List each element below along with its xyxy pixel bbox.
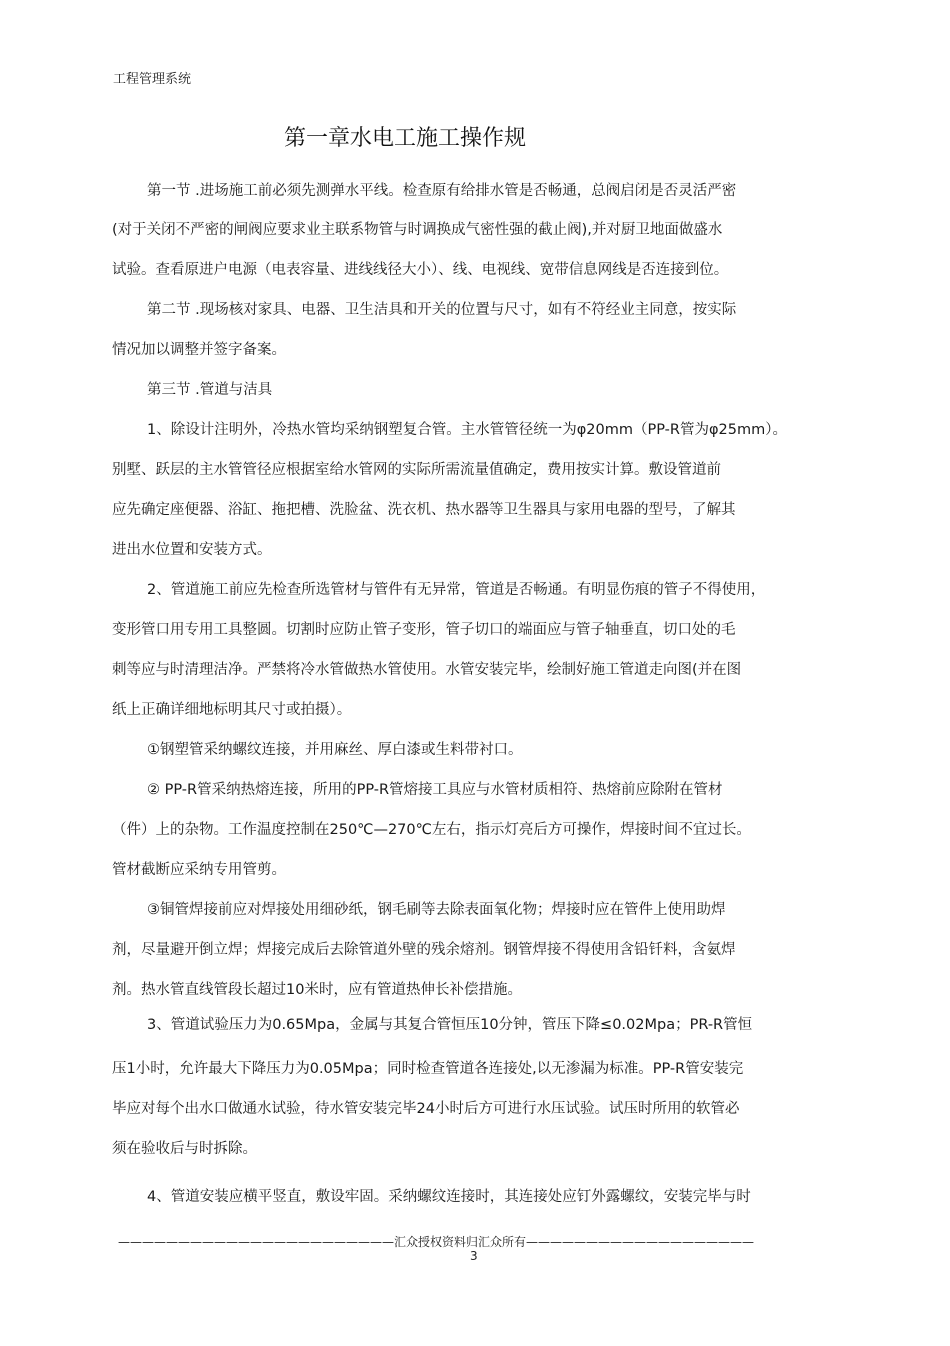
paragraph-line: 剂。热水管直线管段长超过10米时，应有管道热伸长补偿措施。 xyxy=(112,982,522,998)
page-number: 3 xyxy=(470,1249,478,1263)
paragraph-line: ② PP-R管采纳热熔连接，所用的PP-R管熔接工具应与水管材质相符、热熔前应除附在管材 xyxy=(147,782,723,798)
paragraph-line: 1、除设计注明外，冷热水管均采纳钢塑复合管。主水管管径统一为φ20mm（PP-R管为φ25mm）。 xyxy=(147,422,787,438)
paragraph-line: 剂，尽量避开倒立焊；焊接完成后去除管道外壁的残余熔剂。钢管焊接不得使用含铅钎料，含氨焊 xyxy=(112,942,736,958)
paragraph-line: 情况加以调整并签字备案。 xyxy=(112,342,286,358)
paragraph-line: 第二节 .现场核对家具、电器、卫生洁具和开关的位置与尺寸，如有不符经业主同意，按实际 xyxy=(147,302,737,318)
chapter-title: 第一章水电工施工操作规 xyxy=(283,126,526,151)
paragraph-line: 3、管道试验压力为0.65Mpa，金属与其复合管恒压10分钟，管压下降≤0.02Mpa；PR-R管恒 xyxy=(147,1017,753,1033)
paragraph-line: 纸上正确详细地标明其尺寸或拍摄）。 xyxy=(112,702,352,718)
paragraph-line: ①钢塑管采纳螺纹连接，并用麻丝、厚白漆或生料带衬口。 xyxy=(147,742,523,758)
paragraph-line: 管材截断应采纳专用管剪。 xyxy=(112,862,286,878)
paragraph-line: ③铜管焊接前应对焊接处用细砂纸，钢毛刷等去除表面氧化物；焊接时应在管件上使用助焊 xyxy=(147,902,726,918)
paragraph-line: 试验。查看原进户电源（电表容量、进线线径大小）、线、电视线、宽带信息网线是否连接到位。 xyxy=(112,262,729,278)
paragraph-line: 别墅、跃层的主水管管径应根据室给水管网的实际所需流量值确定，费用按实计算。敷设管道前 xyxy=(112,462,721,478)
paragraph-line: （件）上的杂物。工作温度控制在250℃—270℃左右，指示灯亮后方可操作，焊接时间不宜过长。 xyxy=(112,822,751,838)
paragraph-line: 进出水位置和安装方式。 xyxy=(112,542,272,558)
paragraph-line: 压1小时，允许最大下降压力为0.05Mpa；同时检查管道各连接处,以无渗漏为标准。PP-R管安装完 xyxy=(112,1061,744,1077)
paragraph-line: 应先确定座便器、浴缸、拖把槽、洗脸盆、洗衣机、热水器等卫生器具与家用电器的型号，了解其 xyxy=(112,502,736,518)
paragraph-line: 4、管道安装应横平竖直，敷设牢固。采纳螺纹连接时，其连接处应钉外露螺纹，安装完毕与时 xyxy=(147,1189,751,1205)
paragraph-line: 毕应对每个出水口做通水试验，待水管安装完毕24小时后方可进行水压试验。试压时所用的软管必 xyxy=(112,1101,740,1117)
page-footer: ———————————————————————汇众授权资料归汇众所有——————————————————— xyxy=(118,1235,755,1249)
running-header: 工程管理系统 xyxy=(113,72,192,87)
paragraph-line: 须在验收后与时拆除。 xyxy=(112,1141,257,1157)
paragraph-line: 2、管道施工前应先检查所选管材与管件有无异常，管道是否畅通。有明显伤痕的管子不得使用， xyxy=(147,582,766,598)
paragraph-line: (对于关闭不严密的闸阀应要求业主联系物管与时调换成气密性强的截止阀),并对厨卫地面做盛水 xyxy=(112,222,723,238)
paragraph-line: 刺等应与时清理洁净。严禁将冷水管做热水管使用。水管安装完毕，绘制好施工管道走向图(并在图 xyxy=(112,662,742,678)
section-heading: 第三节 .管道与洁具 xyxy=(147,382,273,398)
paragraph-line: 第一节 .进场施工前必须先测弹水平线。检查原有给排水管是否畅通，总阀启闭是否灵活严密 xyxy=(147,183,737,199)
paragraph-line: 变形管口用专用工具整圆。切割时应防止管子变形，管子切口的端面应与管子轴垂直，切口处的毛 xyxy=(112,622,736,638)
